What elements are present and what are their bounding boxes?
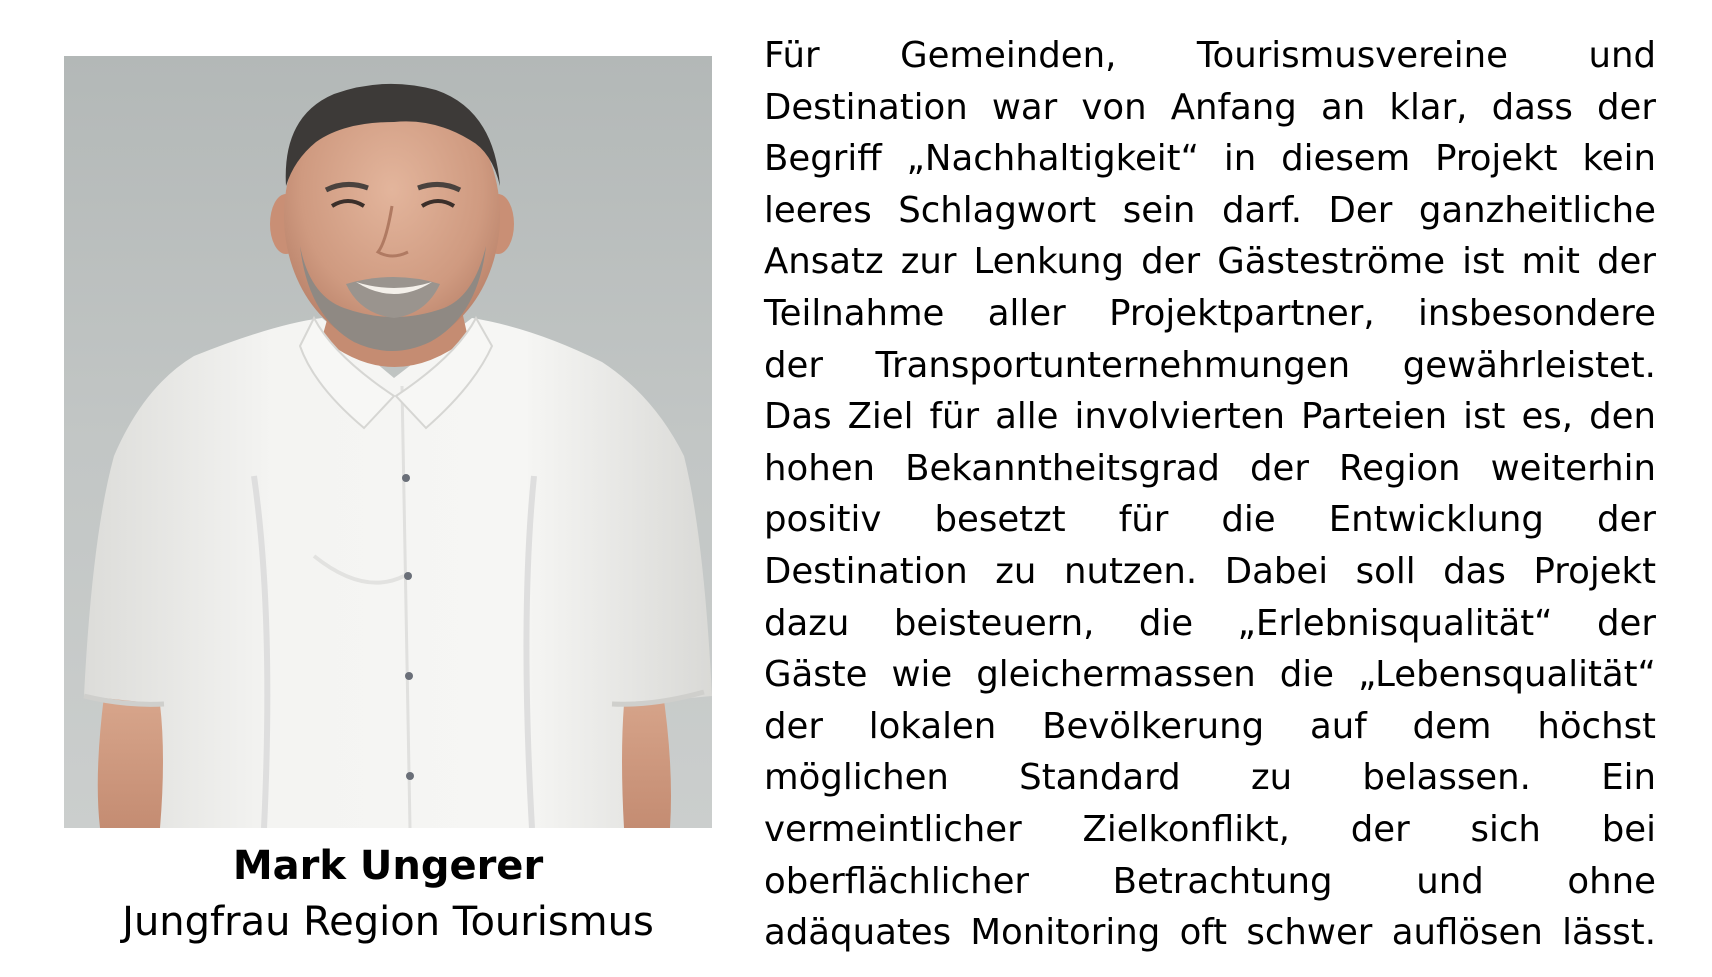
quote-line: der lokalen Bevölkerung auf dem höchst [764, 705, 1656, 747]
quote-line: vermeintlicher Zielkonflikt, der sich bei [764, 808, 1656, 850]
quote-line: Ansatz zur Lenkung der Gästeströme ist mit der [764, 241, 1656, 283]
quote-line: positiv besetzt für die Entwicklung der [764, 499, 1656, 541]
quote-line: oberflächlicher Betrachtung und ohne [764, 860, 1656, 902]
quote-line: Gäste wie gleichermassen die „Lebensqualität“ [764, 654, 1656, 696]
quote-line: dazu beisteuern, die „Erlebnisqualität“ der [764, 602, 1656, 644]
quote-line: Das Ziel für alle involvierten Parteien ist es, den [764, 396, 1656, 438]
quote-line: möglichen Standard zu belassen. Ein [764, 757, 1656, 799]
person-organization: Jungfrau Region Tourismus [122, 899, 654, 945]
quote-line: Begriff „Nachhaltigkeit“ in diesem Projekt kein [764, 138, 1656, 180]
quote-line: Destination war von Anfang an klar, dass der [764, 86, 1656, 128]
quote-line: der Transportunternehmungen gewährleistet. [764, 344, 1656, 386]
quote-text [764, 30, 1656, 959]
quote-line: adäquates Monitoring oft schwer auflösen lässt. [764, 912, 1656, 954]
quote-line: hohen Bekanntheitsgrad der Region weiterhin [764, 447, 1656, 489]
portrait-illustration [64, 56, 712, 828]
quote-line: Für Gemeinden, Tourismusvereine und [764, 35, 1656, 76]
quote-line: Destination zu nutzen. Dabei soll das Projekt [764, 550, 1656, 592]
quote-line: leeres Schlagwort sein darf. Der ganzheitliche [764, 189, 1656, 231]
quote-line: Teilnahme aller Projektpartner, insbesondere [764, 292, 1656, 334]
person-name: Mark Ungerer [232, 843, 544, 889]
portrait-photo [64, 56, 712, 828]
